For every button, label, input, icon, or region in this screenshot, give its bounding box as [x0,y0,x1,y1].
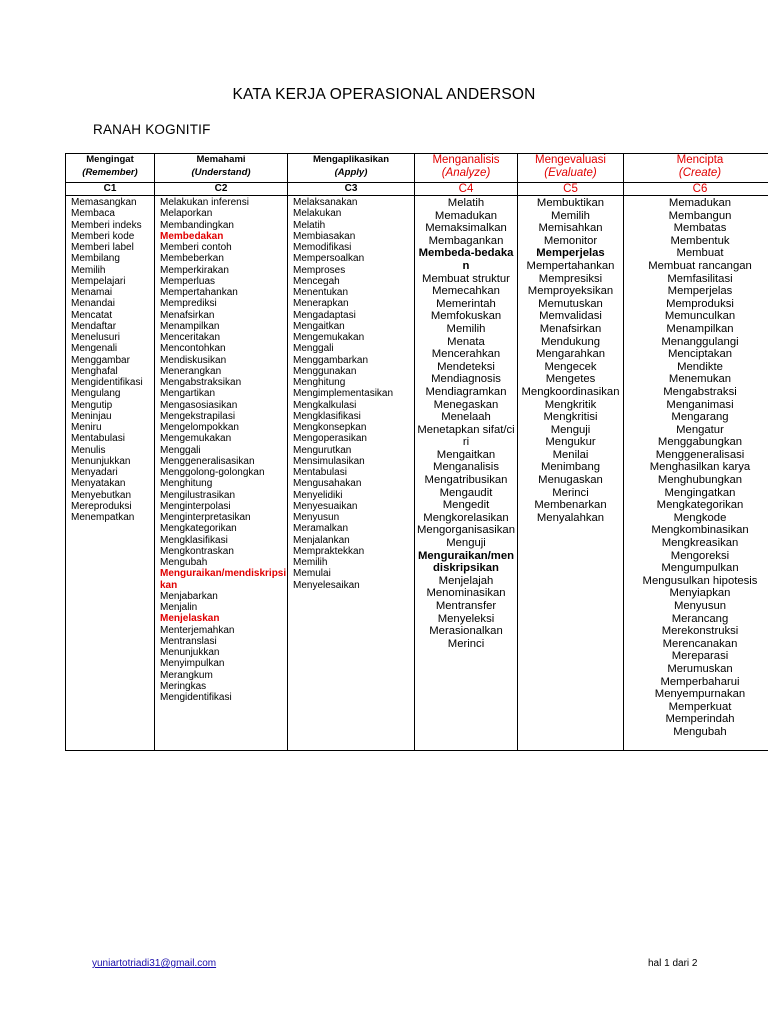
verb-item: Menyusun [293,512,340,523]
verb-item: Menyusun [673,600,727,612]
verb-item: Memerintah [436,297,496,310]
verb-item: Menghitung [293,377,346,388]
verb-item: Memutuskan [538,297,603,310]
verb-item: Merumuskan [667,662,733,675]
header-c6-en: (Create) [678,166,722,179]
verb-item: Merekonstruksi [661,625,739,638]
verb-item: Mengurutkan [293,444,352,456]
verb-item: Mentransfer [435,600,497,612]
verb-item: Menggali [293,343,334,355]
verb-item: Meniru [71,422,102,433]
verb-item: Memadukan [434,209,498,222]
verb-item: Menerapkan [293,298,349,310]
verb-item: Mensimulasikan [293,455,365,467]
verb-item: Memfasilitasi [667,272,733,285]
verb-item: Menguji [550,423,591,436]
verb-item: Memperkirakan [160,264,229,276]
verb-item: Menguraikan/mendiskripsikan [160,568,287,591]
verb-item: Mengidentifikasi [71,377,143,388]
verb-item: Memberi contoh [160,242,232,253]
verb-item: Menceritakan [160,332,221,343]
verb-item: Melatih [293,219,326,231]
verb-item: Memproses [293,264,346,276]
verb-item: Menampilkan [666,322,734,335]
verb-item: Membaca [71,208,115,220]
header-c4-name: Menganalisis [432,154,500,166]
verb-item: Membedakan [160,230,224,242]
verb-item: Membuat struktur [422,272,510,285]
verb-item: Mentabulasi [293,467,347,478]
verb-item: Menciptakan [667,348,733,361]
verb-item: Menyebutkan [71,489,132,501]
verb-item: Mengkategorikan [656,499,744,512]
verb-item: Menanggulangi [661,335,739,348]
header-c4 [415,154,518,183]
verb-item: Mengimplementasikan [293,388,394,400]
verb-item: Mengetes [545,373,596,386]
verb-item: Menerangkan [160,365,222,377]
verb-item: Menjalankan [293,534,350,546]
verb-item: Memperjelas [536,247,605,260]
verb-item: Mengidentifikasi [160,692,232,703]
verb-item: Menyelesaikan [293,579,360,591]
verb-item: Mencatat [71,309,113,321]
verb-item: Mendukung [540,335,601,348]
verb-item: Melaporkan [160,208,213,220]
verb-item: Mengkorelasikan [423,511,509,524]
header-c4-en: (Analyze) [441,166,491,179]
verb-item: Mengarahkan [535,348,606,361]
verb-item: Meninjau [71,410,112,422]
verb-item: Menentukan [293,287,349,298]
verb-item: Membuat [676,247,724,260]
header-c2 [155,154,288,183]
verb-item: Mengkoordinasikan [521,385,620,398]
verb-item: Menamai [71,287,113,298]
verb-item: Meringkas [160,680,207,692]
code-c3: C3 [288,183,415,196]
verb-item: Menginterpretasikan [160,512,251,523]
verb-item: Menetapkan sifat/ciri [417,423,515,449]
verb-item: Menganalisis [433,461,499,474]
verb-item: Memvalidasi [539,310,602,323]
verb-item: Menggambar [71,354,130,366]
verb-item: Memperluas [160,275,216,287]
kko-table [65,153,768,751]
verb-item: Mengkonsepkan [293,422,367,433]
verb-item: Mengubah [673,725,727,738]
verb-item: Melaksanakan [293,197,358,208]
verb-item: Merancang [671,612,729,625]
verb-item: Menginterpolasi [160,500,231,512]
verb-item: Mendiagramkan [425,385,507,398]
verb-item: Membagankan [428,234,504,247]
code-c4: C4 [415,183,518,196]
verb-item: Menugaskan [538,474,603,487]
verb-item: Membeda-bedakan [418,247,514,272]
header-c5-en: (Evaluate) [544,166,597,179]
verb-item: Menyatakan [71,478,126,490]
verb-item: Membatas [673,222,727,235]
verb-item: Menggabungkan [657,436,743,449]
verb-item: Menghitung [160,478,213,490]
verb-item: Memprediksi [160,298,217,310]
header-row [66,154,768,183]
code-c1: C1 [66,183,155,196]
verb-item: Mencontohkan [160,343,226,355]
verb-item: Menyesuaikan [293,500,358,512]
verb-list-c5 [518,196,624,751]
verb-item: Membuktikan [536,197,605,209]
verb-item: Mentranslasi [160,635,217,647]
verb-item: Memberi kode [71,230,135,242]
verb-item: Menunjukkan [160,647,220,658]
verb-item: Mempersoalkan [293,253,365,265]
verb-item: Mencerahkan [431,348,501,361]
verb-item: Merangkum [160,669,213,681]
code-c5: C5 [518,183,624,196]
verb-list-c6 [624,196,768,751]
verb-item: Menyadari [71,467,118,478]
verb-item: Memilih [446,322,486,335]
verb-item: Mempresiksi [538,272,603,285]
verb-item: Menelusuri [71,332,120,343]
header-c5 [518,154,624,183]
verb-list-c2 [155,196,288,751]
code-row [66,183,768,196]
verb-item: Meramalkan [293,523,349,535]
verb-item: Menafsirkan [539,322,602,335]
code-c2: C2 [155,183,288,196]
verb-item: Menguji [446,537,486,550]
verb-item: Menghasilkan karya [649,461,751,474]
verb-item: Mengelompokkan [160,422,239,433]
header-c1-en: (Remember) [82,166,138,178]
verb-item: Mengenali [71,343,118,355]
verb-item: Membiasakan [293,230,356,242]
verb-item: Mengingatkan [664,486,736,499]
verb-item: Memasangkan [71,197,137,208]
verb-item: Menegaskan [433,398,499,411]
verb-item: Menyimpulkan [160,658,225,670]
verb-item: Memberi indeks [71,219,142,231]
verb-item: Mengecek [544,360,597,373]
verb-item: Menjabarkan [160,590,218,602]
verb-item: Merinci [447,637,485,650]
verb-item: Melakukan [293,208,342,220]
verb-item: Mendaftar [71,320,117,332]
verbs-row [66,196,768,751]
verb-item: Menggeneralisasi [655,448,745,461]
verb-item: Menggunakan [293,365,357,377]
verb-item: Menterjemahkan [160,624,235,636]
verb-item: Mereparasi [671,650,729,663]
verb-item: Menulis [71,444,106,456]
verb-item: Memadukan [668,197,732,209]
header-c6-name: Mencipta [676,154,724,166]
verb-item: Mengusahakan [293,478,362,490]
header-c6 [624,154,768,183]
verb-item: Menyiapkan [669,587,731,600]
verb-item: Mempraktekkan [293,545,365,557]
verb-item: Mengulang [71,388,121,400]
verb-item: Mengasosiasikan [160,399,238,411]
verb-item: Menghafal [71,365,118,377]
verb-item: Merencanakan [662,637,738,650]
verb-item: Menunjukkan [71,455,131,467]
verb-item: Mengkritisi [543,411,598,424]
verb-item: Mengadaptasi [293,309,356,321]
verb-item: Menguraikan/mendiskripsikan [417,549,515,575]
verb-item: Mengkalkulasi [293,399,357,411]
verb-item: Mengartikan [160,388,216,400]
verb-item: Mengoreksi [670,549,730,562]
verb-item: Membuat rancangan [648,259,752,272]
verb-item: Membandingkan [160,219,234,231]
verb-item: Menelaah [441,411,491,424]
verb-item: Memperkuat [668,700,732,713]
verb-list-c3 [288,196,415,751]
verb-item: Mengkode [673,511,727,524]
verb-item: Menata [447,335,485,348]
verb-item: Membentuk [670,234,730,247]
verb-item: Menyelidiki [293,489,343,501]
header-c3-name: Mengaplikasikan [312,154,390,165]
verb-item: Mengabstraksikan [160,377,242,388]
verb-item: Menjelaskan [160,613,220,625]
verb-item: Menominasikan [426,587,506,600]
verb-item: Menyeleksi [437,612,495,625]
verb-item: Mengoperasikan [293,433,367,445]
verb-item: Mendiskusikan [160,354,227,366]
verb-item: Menganimasi [666,398,734,411]
verb-item: Mengatur [676,423,724,436]
verb-item: Memilih [551,209,590,222]
verb-item: Menyempurnakan [654,688,746,701]
verb-item: Menjalin [160,602,198,613]
verb-item: Menafsirkan [160,309,215,321]
verb-item: Mengkombinasikan [651,524,749,537]
verb-item: Membeberkan [160,253,224,265]
verb-item: Mengaitkan [293,320,345,332]
verb-item: Menimbang [540,461,601,474]
verb-item: Memulai [293,568,331,580]
verb-item: Mereproduksi [71,500,132,512]
verb-item: Memperindah [665,713,735,726]
verb-item: Mengklasifikasi [293,410,361,422]
verb-item: Mengkategorikan [160,523,237,535]
verb-item: Memperjelas [667,285,733,298]
verb-item: Menggolong-golongkan [160,467,265,478]
verb-item: Mentabulasi [71,433,125,445]
verb-item: Menyalahkan [536,511,605,524]
verb-item: Mengkreasikan [661,537,739,550]
verb-item: Membenarkan [534,499,607,512]
verb-item: Memonitor [543,234,598,247]
header-c2-name: Memahami [196,154,246,165]
header-c1-name: Mengingat [86,154,134,165]
verb-list-c1 [66,196,155,751]
code-c6: C6 [624,183,768,196]
verb-item: Mendeteksi [437,360,495,373]
verb-item: Merinci [552,486,589,499]
verb-item: Memfokuskan [430,310,502,323]
verb-item: Merasionalkan [429,625,503,638]
verb-item: Mempelajari [71,275,126,287]
verb-item: Membangun [668,209,732,222]
header-c5-name: Mengevaluasi [535,154,606,166]
verb-item: Memproduksi [666,297,734,310]
section-subtitle: RANAH KOGNITIF [93,122,211,137]
header-c3 [288,154,415,183]
verb-item: Menggambarkan [293,354,369,366]
verb-item: Mengemukakan [293,332,365,343]
verb-item: Mempertahankan [160,287,238,298]
footer-page-number: hal 1 dari 2 [648,958,698,969]
verb-item: Mengklasifikasi [160,534,228,546]
verb-item: Mengusulkan hipotesis [642,574,758,587]
verb-item: Mengekstrapilasi [160,410,236,422]
verb-item: Menggali [160,444,201,456]
verb-item: Membilang [71,253,120,265]
verb-item: Memproyeksikan [527,285,614,298]
verb-item: Mengukur [545,436,596,449]
verb-item: Melakukan inferensi [160,197,249,208]
verb-item: Mengaudit [439,486,493,499]
verb-item: Menjelajah [438,574,494,587]
verb-item: Mengilustrasikan [160,489,236,501]
verb-item: Mencegah [293,275,340,287]
verb-item: Memilih [71,264,106,276]
verb-item: Memisahkan [538,222,603,235]
verb-item: Mengarang [671,411,729,424]
verb-item: Mengubah [160,557,208,568]
verb-item: Menilai [552,448,589,461]
footer-email-link[interactable]: yuniartotriadi31@gmail.com [92,958,217,969]
verb-item: Mengumpulkan [661,562,739,575]
verb-item: Menandai [71,298,115,310]
verb-item: Mengabstraksi [663,385,737,398]
verb-item: Memunculkan [664,310,736,323]
verb-item: Melatih [447,197,485,209]
verb-item: Memaksimalkan [425,222,507,235]
verb-item: Memecahkan [432,285,500,298]
verb-item: Mengedit [442,499,490,512]
verb-item: Mengorganisasikan [417,524,515,537]
header-c2-en: (Understand) [191,166,251,178]
verb-item: Mengemukakan [160,433,232,445]
verb-item: Mempertahankan [526,259,615,272]
verb-item: Menghubungkan [657,474,743,487]
verb-item: Mendiagnosis [431,373,501,386]
header-c1 [66,154,155,183]
verb-item: Memberi label [71,242,134,253]
verb-item: Mengkritik [544,398,597,411]
verb-item: Memodifikasi [293,242,352,253]
verb-item: Mengutip [71,399,113,411]
verb-item: Menemukan [668,373,732,386]
document-title: KATA KERJA OPERASIONAL ANDERSON [232,86,536,103]
verb-item: Mengkontraskan [160,545,234,557]
verb-list-c4 [415,196,518,751]
verb-item: Menggeneralisasikan [160,455,255,467]
verb-item: Menampilkan [160,320,220,332]
verb-item: Memilih [293,557,328,568]
verb-item: Memperbaharui [660,675,740,688]
verb-item: Mendikte [677,360,723,373]
verb-item: Mengaitkan [436,448,496,461]
verb-item: Mengatribusikan [424,474,508,487]
verb-item: Menempatkan [71,512,135,523]
header-c3-en: (Apply) [334,166,368,178]
